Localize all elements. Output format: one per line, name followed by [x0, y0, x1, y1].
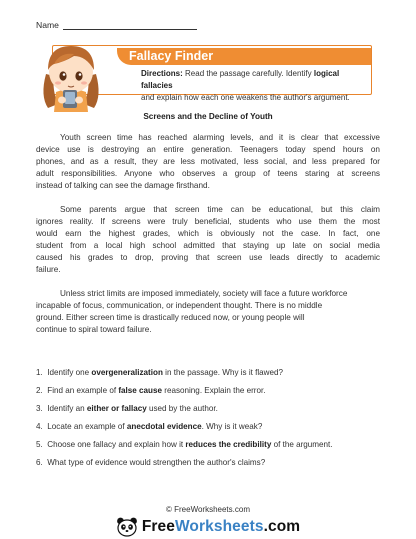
panda-icon [116, 517, 138, 537]
passage-paragraph-3 [36, 288, 380, 336]
copyright-text: © FreeWorksheets.com [166, 505, 250, 514]
question-number: 5. [36, 440, 43, 449]
paragraph-line: Unless strict limits are imposed immediately, society will face a future workforce [60, 289, 348, 298]
logo-part-com: .com [263, 518, 301, 535]
question-item [36, 404, 218, 413]
site-logo [0, 517, 416, 537]
worksheet-title: Fallacy Finder [117, 48, 371, 65]
paragraph-line: incapable of focus, communication, or independent thought. There is no middle [36, 300, 323, 310]
directions-line2: and explain how each one weakens the author's argument. [141, 93, 350, 102]
question-text: Find an example of [47, 386, 119, 395]
question-number: 3. [36, 404, 43, 413]
question-item [36, 368, 283, 377]
passage-paragraph-2 [36, 204, 380, 275]
question-keyword: reduces the credibility [185, 440, 272, 449]
question-text-end: reasoning. Explain the error. [162, 386, 266, 395]
question-text: Identify one [47, 368, 92, 377]
question-item [36, 422, 262, 431]
question-text-end: of the argument. [271, 440, 333, 449]
question-number: 2. [36, 386, 43, 395]
logo-part-free: Free [141, 518, 175, 535]
question-text: Choose one fallacy and explain how it [47, 440, 186, 449]
logo-part-worksheets: Worksheets [174, 518, 264, 535]
question-keyword: either or fallacy [86, 404, 147, 413]
name-field-row [36, 20, 197, 30]
directions-text [141, 68, 367, 104]
question-item [36, 458, 265, 467]
paragraph-line: would earn the highest grades, which is obviously not the case. In fact, one [36, 228, 380, 238]
question-text: Locate an example of [47, 422, 127, 431]
paragraph-line: caused his grades to drop, proving that screen use leads directly to academic [36, 252, 380, 262]
paragraph-line: ignores reality. If screens were truly beneficial, students who use them the most [36, 216, 380, 226]
paragraph-line: ground. Either screen time is drastically reduced now, or young people will [36, 312, 305, 322]
question-keyword: anecdotal evidence [126, 422, 202, 431]
paragraph-line: student from a local high school admitted that staying up late on social media [36, 240, 380, 250]
question-number: 4. [36, 422, 43, 431]
question-item [36, 386, 266, 395]
question-item [36, 440, 333, 449]
name-label: Name [36, 20, 59, 30]
paragraph-line: adult responsibilities. Anyone who observes a group of teens staring at screens [36, 168, 380, 178]
question-text: Identify an [47, 404, 87, 413]
girl-mascot-icon [34, 34, 108, 112]
question-number: 6. [36, 458, 43, 467]
logo-text [142, 518, 300, 536]
passage-title: Screens and the Decline of Youth [143, 112, 273, 121]
question-keyword: overgeneralization [91, 368, 163, 377]
paragraph-line: Some parents argue that screen time can be educational, but this claim [60, 205, 380, 214]
question-keyword: false cause [118, 386, 163, 395]
directions-label: Directions: [141, 69, 183, 78]
paragraph-line: instead of talking can see the damage firsthand. [36, 180, 210, 190]
name-line[interactable] [63, 21, 197, 30]
paragraph-line: Youth screen time has reached alarming levels, and it is clear that excessive [60, 133, 380, 142]
paragraph-line: continue to spiral toward failure. [36, 324, 152, 334]
question-text-end: used by the author. [146, 404, 218, 413]
directions-bold: logical fallacies [141, 69, 340, 90]
passage-paragraph-1 [36, 132, 380, 192]
directions-part1: Read the passage carefully. Identify [182, 69, 314, 78]
question-text-end: . Why is it weak? [201, 422, 263, 431]
paragraph-line: phones, and as a result, they are less motivated, less social, and less prepared for [36, 156, 380, 166]
paragraph-line: device use is destroying an entire generation. Teenagers today spend hours on [36, 144, 380, 154]
question-text: What type of evidence would strengthen the author's claims? [47, 458, 266, 467]
question-text-end: in the passage. Why is it flawed? [162, 368, 284, 377]
paragraph-line: failure. [36, 264, 61, 274]
question-number: 1. [36, 368, 43, 377]
